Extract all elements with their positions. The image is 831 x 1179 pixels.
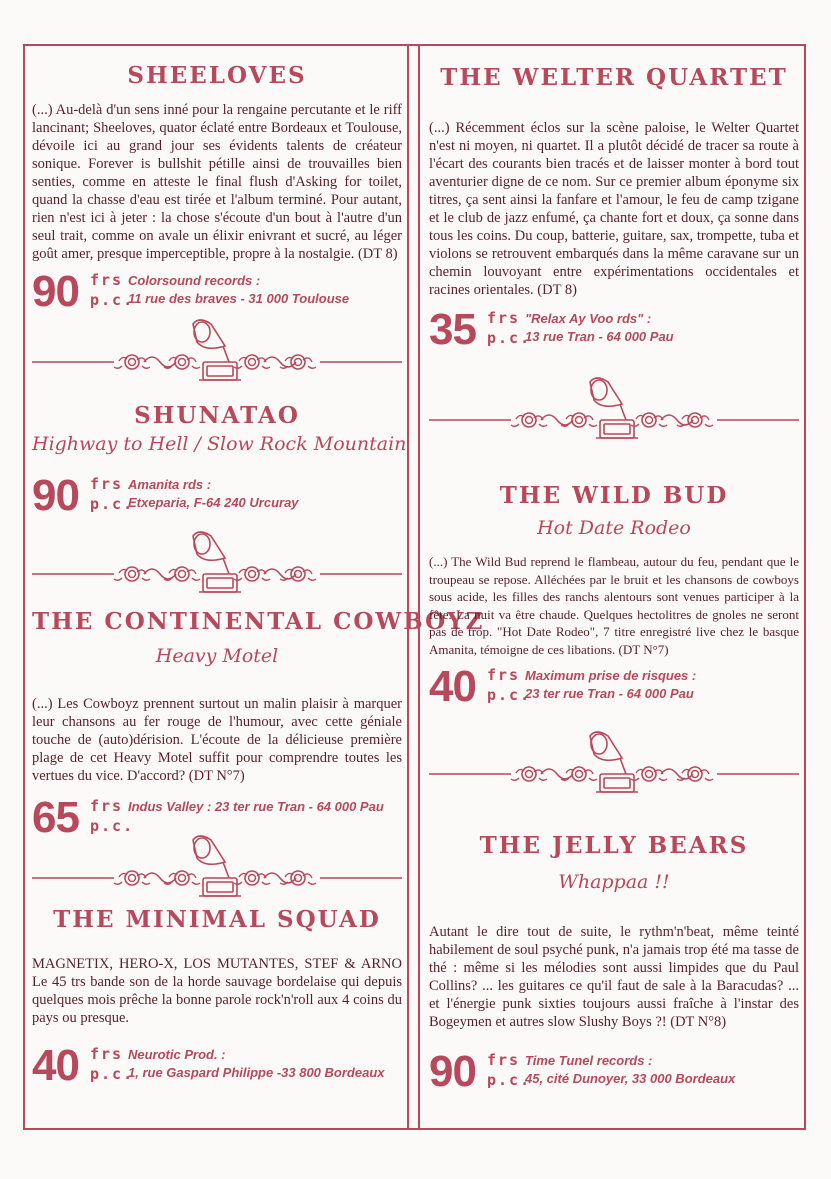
price-currency: frs bbox=[90, 1045, 124, 1063]
review-text: MAGNETIX, HERO-X, LOS MUTANTES, STEF & ARNO Le 45 trs bande son de la horde sauvage bordelaise qui depuis quelques mois prêche la bonne parole rock'n'roll aux 4 coins du pays ou presque. bbox=[32, 956, 402, 1026]
price-number: 90 bbox=[32, 471, 79, 520]
price-block bbox=[32, 471, 402, 521]
album-title: Heavy Motel bbox=[155, 645, 279, 667]
review-wild-bud bbox=[429, 482, 799, 712]
review-shunatao bbox=[32, 402, 407, 521]
gramophone-ornament-icon bbox=[429, 376, 799, 446]
review-text: (...) Récemment éclos sur la scène paloise, le Welter Quartet n'est ni moyen, ni quartet. Il a plutôt décidé de tracer sa route à l'écart des courants bien tracés et de laisser monter à bord tout aventurier digne de ce nom. Sur ce premier album éponyme six titres, ça sent ainsi la fanfare et l'amour, le feu de camp tzigane et le club de jazz enfumé, ça chante fort et doux, ça sonne dans tous les coins. Du coup, batterie, guitare, sax, trompette, tuba et violons se retrouvent embarqués dans la même caravane sur un chemin louvoyant entre expérimentations occidentales et racines orientales. (DT 8) bbox=[429, 120, 799, 298]
review-jelly-bears bbox=[429, 832, 799, 1097]
review-text: (...) Au-delà d'un sens inné pour la rengaine percutante et le riff lancinant; Sheeloves, quator éclaté entre Bordeaux et Toulouse, dévoile ici au grand jour ses évidents talents de créateur sonique. Forever is bullshit pétille ainsi de trouvailles bien senties, comme en atteste le final flush d'Asking for toilet, quand la chasse d'eau est tirée et l'album terminé. Pour autant, rien n'est ici à jeter : la chose s'écoute d'un bout à l'autre d'un seul trait, comme on avale un élixir enivrant et sucré, au léger goût amer, presque imperceptible, propre à la nostalgie. (DT 8) bbox=[32, 102, 402, 262]
label-address: 11 rue des braves - 31 000 Toulouse bbox=[128, 291, 350, 306]
label-name: Colorsound records : bbox=[128, 273, 261, 288]
price-block bbox=[429, 1047, 799, 1097]
label-address: 1, rue Gaspard Philippe -33 800 Bordeaux bbox=[128, 1065, 385, 1080]
price-currency: frs bbox=[90, 475, 124, 493]
price-currency: frs bbox=[90, 271, 124, 289]
review-minimal-squad bbox=[32, 906, 402, 1091]
label-name: Maximum prise de risques : bbox=[525, 668, 697, 683]
review-continental-cowboyz bbox=[32, 608, 485, 843]
gramophone-ornament-icon bbox=[32, 834, 402, 904]
band-title: THE MINIMAL SQUAD bbox=[53, 906, 381, 933]
band-title: SHUNATAO bbox=[134, 402, 300, 429]
price-pc: p.c. bbox=[90, 495, 135, 513]
label-address: Etxeparia, F-64 240 Urcuray bbox=[128, 495, 299, 510]
price-pc: p.c. bbox=[90, 817, 135, 835]
label-name: Time Tunel records : bbox=[525, 1053, 653, 1068]
label-address: 13 rue Tran - 64 000 Pau bbox=[525, 329, 674, 344]
review-text: Autant le dire tout de suite, le rythm'n'beat, même teinté habilement de soul psyché punk, n'a jamais trop été ma tasse de thé : même si les mélodies sont aussi limpides que du Paul Collins? ... les guitares ce qu'il faut de sale à la Baracudas? ... et l'énergie punk sixties toujours aussi fraîche à l'instar des Bogeymen et autres slow Slushy Boys ?! (DT N°8) bbox=[429, 924, 799, 1030]
review-welter-quartet bbox=[429, 64, 799, 355]
price-number: 90 bbox=[429, 1047, 476, 1096]
label-address: 23 ter rue Tran - 64 000 Pau bbox=[525, 686, 694, 701]
price-block bbox=[32, 267, 402, 317]
price-block bbox=[429, 305, 799, 355]
price-number: 40 bbox=[429, 662, 476, 711]
label-name: Indus Valley : 23 ter rue Tran - 64 000 Pau bbox=[128, 799, 384, 814]
review-text: (...) Les Cowboyz prennent surtout un malin plaisir à marquer leur chansons au fer rouge de l'humour, avec cette géniale touche de (auto)dérision. L'écoute de la délicieuse première plage de cet Heavy Motel suffit pour comprendre toutes les vertues du vice. D'accord? (DT N°7) bbox=[32, 696, 402, 784]
gramophone-ornament-icon bbox=[32, 530, 402, 600]
band-title: SHEELOVES bbox=[127, 62, 307, 89]
price-pc: p.c. bbox=[90, 291, 135, 309]
price-currency: frs bbox=[487, 309, 521, 327]
review-text: (...) The Wild Bud reprend le flambeau, autour du feu, pendant que le troupeau se repose. Alléchées par le bruit et les chansons de cowboys sous acide, les filles des ranchs alentours sont venues participer à la fête. La nuit va être chaude. Quelques hectolitres de gnoles ne seront pas de trop. "Hot Date Rodeo", 7 titre enregistré live chez le basque Amanita, témoigne de ces libations. (DT N°7) bbox=[429, 554, 799, 657]
gramophone-ornament-icon bbox=[32, 318, 402, 388]
column-divider bbox=[407, 44, 420, 1130]
price-pc: p.c. bbox=[487, 686, 532, 704]
band-title: THE WELTER QUARTET bbox=[440, 64, 788, 91]
label-name: "Relax Ay Voo rds" : bbox=[525, 311, 652, 326]
price-block bbox=[32, 1041, 402, 1091]
album-title: Highway to Hell / Slow Rock Mountain bbox=[32, 433, 407, 455]
band-title: THE WILD BUD bbox=[499, 482, 729, 509]
label-name: Neurotic Prod. : bbox=[128, 1047, 226, 1062]
album-title: Whappaa !! bbox=[558, 871, 670, 893]
price-currency: frs bbox=[487, 1051, 521, 1069]
price-number: 35 bbox=[429, 305, 476, 354]
review-sheeloves bbox=[32, 62, 402, 317]
label-name: Amanita rds : bbox=[128, 477, 212, 492]
album-title: Hot Date Rodeo bbox=[537, 517, 691, 539]
gramophone-ornament-icon bbox=[429, 730, 799, 800]
price-pc: p.c. bbox=[487, 329, 532, 347]
price-pc: p.c. bbox=[90, 1065, 135, 1083]
band-title: THE JELLY BEARS bbox=[479, 832, 749, 859]
price-currency: frs bbox=[90, 797, 124, 815]
price-number: 40 bbox=[32, 1041, 79, 1090]
price-block bbox=[429, 662, 799, 712]
band-title: THE CONTINENTAL COWBOYZ bbox=[32, 608, 485, 635]
price-number: 90 bbox=[32, 267, 79, 316]
price-number: 65 bbox=[32, 793, 79, 842]
price-pc: p.c. bbox=[487, 1071, 532, 1089]
price-currency: frs bbox=[487, 666, 521, 684]
label-address: 45, cité Dunoyer, 33 000 Bordeaux bbox=[525, 1071, 736, 1086]
